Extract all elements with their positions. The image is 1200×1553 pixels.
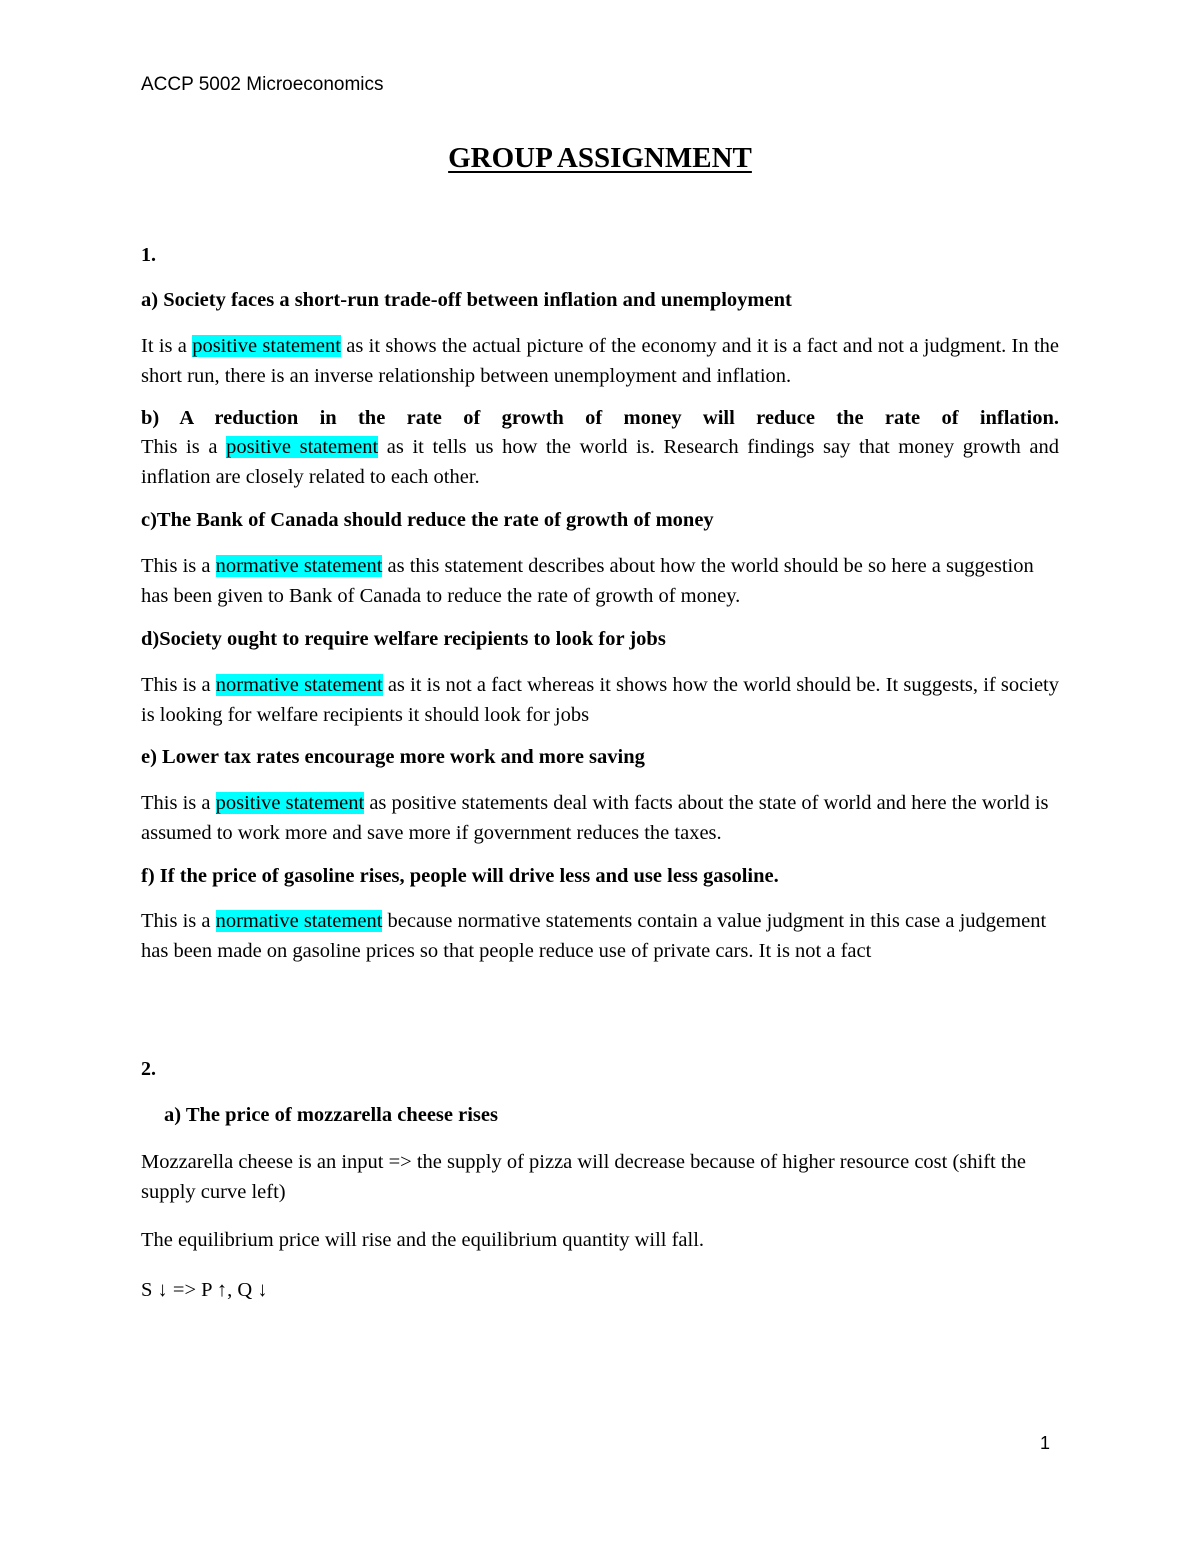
page-header: ACCP 5002 Microeconomics [141,74,384,95]
answer-1f [141,907,1059,966]
answer-1a [141,332,1059,391]
highlight-1f: normative statement [215,910,383,932]
highlight-1a: positive statement [192,335,341,357]
answer-1e [141,789,1059,848]
page-title: GROUP ASSIGNMENT [448,142,752,174]
answer-1d-pre: This is a [141,674,216,696]
answer-1b-pre: This is a [141,436,227,458]
question-2a: a) The price of mozzarella cheese rises [164,1104,498,1126]
answer-1f-pre: This is a [141,910,216,932]
answer-2a-paragraph-1: Mozzarella cheese is an input => the supply of pizza will decrease because of higher resource cost (shift the supply curve left) [141,1151,1026,1203]
highlight-1b: positive statement [226,436,379,458]
section-2-number: 2. [141,1058,156,1080]
question-1b: b) A reduction in the rate of growth of money will reduce the rate of inflation. [141,407,1059,429]
answer-1b-post: as it tells us how the world is. Research findings say that money growth and inflation are closely related to each other. [141,436,1059,488]
answer-2a-formula: S ↓ => P ↑, Q ↓ [141,1279,268,1301]
answer-1a-pre: It is a [141,335,193,357]
answer-1a-post: as it shows the actual picture of the economy and it is a fact and not a judgment. In the short run, there is an inverse relationship between unemployment and inflation. [141,335,1059,387]
answer-1c-post: as this statement describes about how the world should be so here a suggestion has been given to Bank of Canada to reduce the rate of growth of money. [141,555,1034,607]
question-1d: d)Society ought to require welfare recipients to look for jobs [141,628,666,650]
answer-1b [141,433,1059,492]
page-number: 1 [1040,1433,1051,1453]
section-1-number: 1. [141,244,156,266]
question-1f: f) If the price of gasoline rises, people will drive less and use less gasoline. [141,865,779,887]
question-1c: c)The Bank of Canada should reduce the rate of growth of money [141,509,714,531]
highlight-1e: positive statement [215,792,365,814]
question-1a: a) Society faces a short-run trade-off between inflation and unemployment [141,289,792,311]
answer-1d [141,671,1059,730]
answer-2a-paragraph-2: The equilibrium price will rise and the equilibrium quantity will fall. [141,1229,705,1251]
answer-1f-post: because normative statements contain a value judgment in this case a judgement has been made on gasoline prices so that people reduce use of private cars. It is not a fact [141,910,1047,962]
answer-1d-post: as it is not a fact whereas it shows how the world should be. It suggests, if society is looking for welfare recipients it should look for jobs [141,674,1060,726]
answer-1e-pre: This is a [141,792,216,814]
answer-1e-post: as positive statements deal with facts about the state of world and here the world is assumed to work more and save more if government reduces the taxes. [141,792,1049,844]
answer-1c [141,552,1059,611]
question-1e: e) Lower tax rates encourage more work and more saving [141,746,645,768]
highlight-1d: normative statement [215,674,383,696]
answer-1c-pre: This is a [141,555,216,577]
highlight-1c: normative statement [215,555,383,577]
